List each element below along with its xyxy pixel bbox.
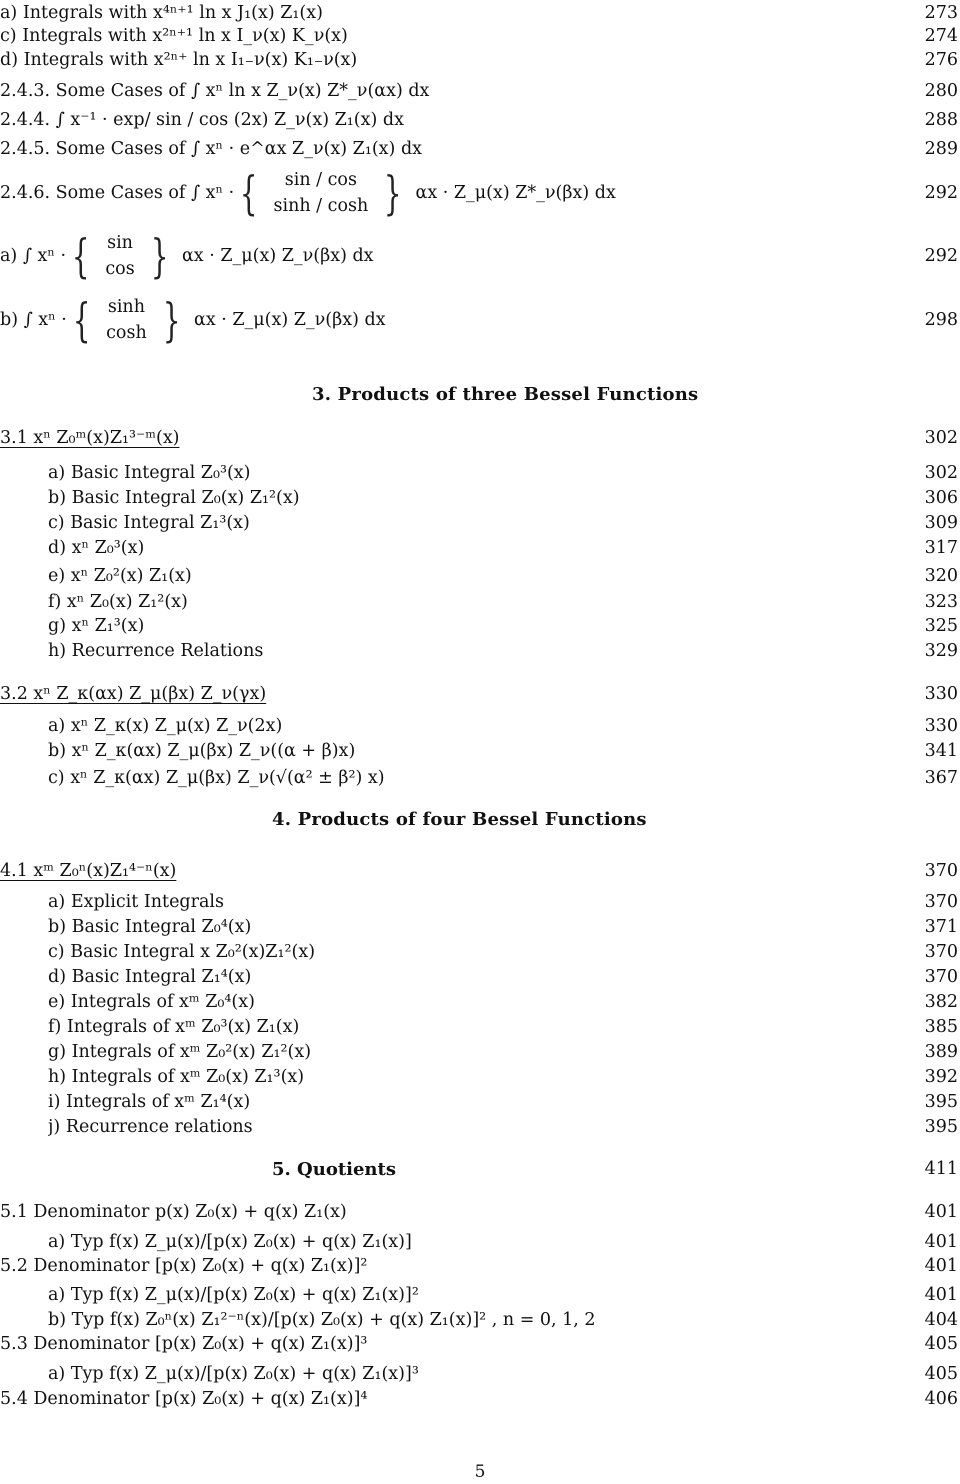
toc-entry-page: 288	[924, 110, 958, 130]
choice-top: sin / cos	[284, 170, 357, 190]
toc-section-title: 3.2 xⁿ Z_κ(αx) Z_μ(βx) Z_ν(γx)	[0, 684, 267, 704]
chapter-heading: 4. Products of four Bessel Functions	[272, 809, 647, 830]
toc-section	[0, 425, 958, 451]
right-brace-icon: }	[162, 293, 181, 347]
left-brace-icon: {	[72, 293, 91, 347]
toc-entry-page: 367	[924, 768, 958, 788]
toc-entry-page: 330	[924, 716, 958, 736]
toc-entry-page: 317	[924, 538, 958, 558]
toc-entry-title: a) Typ f(x) Z_μ(x)/[p(x) Z₀(x) + q(x) Z₁(x)]²	[48, 1285, 419, 1305]
toc-entry	[0, 765, 958, 791]
toc-entry-title: b) Basic Integral Z₀(x) Z₁²(x)	[48, 488, 300, 508]
toc-entry	[0, 460, 958, 486]
toc-entry	[0, 535, 958, 561]
toc-entry	[0, 1229, 958, 1255]
function-choice-stack	[264, 167, 379, 219]
toc-entry-title	[0, 230, 925, 282]
function-choice-stack	[95, 230, 144, 282]
entry-suffix: αx · Z_μ(x) Z_ν(βx) dx	[181, 246, 374, 266]
toc-entry-title: 2.4.3. Some Cases of ∫ xⁿ ln x Z_ν(x) Z*_ν(αx) dx	[0, 81, 430, 101]
toc-entry-title: d) Integrals with x²ⁿ⁺ ln x I₁₋ν(x) K₁₋ν(x)	[0, 50, 358, 70]
toc-entry-page: 302	[924, 428, 958, 448]
toc-entry-page: 306	[924, 488, 958, 508]
toc-entry-page: 406	[924, 1389, 958, 1409]
toc-entry	[0, 1361, 958, 1387]
toc-entry	[0, 136, 958, 162]
toc-entry-page: 370	[924, 861, 958, 881]
left-brace-icon: {	[240, 166, 258, 220]
toc-entry-page: 401	[924, 1232, 958, 1252]
toc-entry-page: 292	[924, 246, 958, 266]
choice-top: sin	[107, 233, 133, 253]
toc-entry-page: 401	[924, 1285, 958, 1305]
toc-entry	[0, 964, 958, 990]
toc-entry-title: 5.4 Denominator [p(x) Z₀(x) + q(x) Z₁(x)]⁴	[0, 1389, 368, 1409]
toc-entry-title: h) Recurrence Relations	[48, 641, 264, 661]
toc-entry-page: 330	[924, 684, 958, 704]
toc-entry	[0, 78, 958, 104]
toc-entry-page: 289	[924, 139, 958, 159]
toc-entry-page: 385	[924, 1017, 958, 1037]
entry-suffix: αx · Z_μ(x) Z_ν(βx) dx	[194, 310, 386, 330]
toc-entry	[0, 1039, 958, 1065]
toc-entry-page: 292	[924, 183, 958, 203]
function-choice-stack	[96, 294, 157, 346]
page-number: 5	[474, 1462, 486, 1482]
toc-entry-title: a) Basic Integral Z₀³(x)	[48, 463, 251, 483]
toc-entry-title: g) Integrals of xᵐ Z₀²(x) Z₁²(x)	[48, 1042, 312, 1062]
toc-entry-page: 329	[924, 641, 958, 661]
toc-entry	[0, 510, 958, 536]
toc-entry-title: 2.4.5. Some Cases of ∫ xⁿ · e^αx Z_ν(x) Z₁(x) dx	[0, 139, 423, 159]
entry-prefix: a) ∫ xⁿ ·	[0, 246, 67, 266]
toc-entry-page: 371	[924, 917, 958, 937]
toc-entry-title: 2.4.4. ∫ x⁻¹ · exp/ sin / cos (2x) Z_ν(x) Z₁(x) dx	[0, 110, 404, 130]
toc-entry-title: c) Basic Integral Z₁³(x)	[48, 513, 250, 533]
toc-entry-title: c) Integrals with x²ⁿ⁺¹ ln x I_ν(x) K_ν(x)	[0, 26, 348, 46]
toc-entry-brace	[0, 229, 958, 283]
toc-entry-title: a) Typ f(x) Z_μ(x)/[p(x) Z₀(x) + q(x) Z₁(x)]³	[48, 1364, 419, 1384]
left-brace-icon: {	[71, 229, 90, 283]
toc-section	[0, 858, 958, 884]
toc-entry-page: 341	[924, 741, 958, 761]
toc-entry	[0, 1199, 958, 1225]
toc-entry-title: b) Typ f(x) Z₀ⁿ(x) Z₁²⁻ⁿ(x)/[p(x) Z₀(x) + q(x) Z₁(x)]² , n = 0, 1, 2	[48, 1310, 596, 1330]
toc-entry-page: 298	[924, 310, 958, 330]
toc-section-title: 4.1 xᵐ Z₀ⁿ(x)Z₁⁴⁻ⁿ(x)	[0, 861, 177, 881]
toc-entry	[0, 1386, 958, 1412]
toc-entry-title	[0, 167, 925, 219]
toc-entry	[0, 1331, 958, 1357]
toc-entry-title: d) Basic Integral Z₁⁴(x)	[48, 967, 252, 987]
toc-entry-page: 370	[924, 967, 958, 987]
toc-entry-title: a) Typ f(x) Z_μ(x)/[p(x) Z₀(x) + q(x) Z₁(x)]	[48, 1232, 412, 1252]
choice-top: sinh	[107, 297, 145, 317]
toc-entry-page: 323	[924, 592, 958, 612]
toc-entry-page: 370	[924, 892, 958, 912]
toc-entry-title: d) xⁿ Z₀³(x)	[48, 538, 145, 558]
toc-entry	[0, 939, 958, 965]
toc-entry-title: e) Integrals of xᵐ Z₀⁴(x)	[48, 992, 255, 1012]
toc-entry-page: 273	[924, 3, 958, 23]
toc-entry-page: 276	[924, 50, 958, 70]
toc-entry-page: 309	[924, 513, 958, 533]
toc-entry-title: a) xⁿ Z_κ(x) Z_μ(x) Z_ν(2x)	[48, 716, 283, 736]
toc-entry-page: 405	[924, 1364, 958, 1384]
toc-entry	[0, 47, 958, 73]
toc-entry-page: 392	[924, 1067, 958, 1087]
toc-entry	[0, 1253, 958, 1279]
toc-entry-brace	[0, 166, 958, 220]
toc-entry	[0, 989, 958, 1015]
toc-section	[0, 681, 958, 707]
toc-entry-page: 370	[924, 942, 958, 962]
chapter-heading-row	[0, 1156, 958, 1182]
toc-entry-title: e) xⁿ Z₀²(x) Z₁(x)	[48, 566, 192, 586]
toc-entry	[0, 713, 958, 739]
chapter-heading: 5. Quotients	[272, 1158, 396, 1180]
toc-entry-page: 389	[924, 1042, 958, 1062]
choice-bottom: cos	[105, 259, 135, 279]
entry-prefix: b) ∫ xⁿ ·	[0, 310, 67, 330]
toc-entry-title: f) Integrals of xᵐ Z₀³(x) Z₁(x)	[48, 1017, 300, 1037]
toc-entry-title: h) Integrals of xᵐ Z₀(x) Z₁³(x)	[48, 1067, 305, 1087]
toc-entry-title: i) Integrals of xᵐ Z₁⁴(x)	[48, 1092, 251, 1112]
entry-prefix: 2.4.6. Some Cases of ∫ xⁿ ·	[0, 183, 235, 203]
toc-section-title: 3.1 xⁿ Z₀ᵐ(x)Z₁³⁻ᵐ(x)	[0, 428, 180, 448]
toc-entry	[0, 1089, 958, 1115]
toc-entry-page: 395	[924, 1117, 958, 1137]
toc-entry-page: 395	[924, 1092, 958, 1112]
toc-entry-title: a) Integrals with x⁴ⁿ⁺¹ ln x J₁(x) Z₁(x)	[0, 3, 323, 23]
toc-entry	[0, 638, 958, 664]
toc-entry-title: b) Basic Integral Z₀⁴(x)	[48, 917, 252, 937]
toc-entry-title: f) xⁿ Z₀(x) Z₁²(x)	[48, 592, 188, 612]
toc-entry-page: 325	[924, 616, 958, 636]
toc-entry-title: b) xⁿ Z_κ(αx) Z_μ(βx) Z_ν((α + β)x)	[48, 741, 356, 761]
toc-entry	[0, 107, 958, 133]
toc-entry	[0, 1307, 958, 1333]
toc-entry	[0, 1064, 958, 1090]
toc-entry-page: 302	[924, 463, 958, 483]
entry-suffix: αx · Z_μ(x) Z*_ν(βx) dx	[415, 183, 616, 203]
toc-entry-title: 5.3 Denominator [p(x) Z₀(x) + q(x) Z₁(x)]³	[0, 1334, 368, 1354]
toc-entry-page: 274	[924, 26, 958, 46]
chapter-heading: 3. Products of three Bessel Functions	[312, 384, 699, 405]
toc-entry-page: 401	[924, 1256, 958, 1276]
toc-entry-page: 401	[924, 1202, 958, 1222]
toc-entry	[0, 914, 958, 940]
choice-bottom: sinh / cosh	[273, 196, 369, 216]
toc-entry-title: a) Explicit Integrals	[48, 892, 225, 912]
toc-entry-page: 404	[924, 1310, 958, 1330]
choice-bottom: cosh	[106, 323, 147, 343]
toc-entry	[0, 1014, 958, 1040]
toc-entry	[0, 738, 958, 764]
toc-entry-page: 411	[924, 1159, 958, 1179]
toc-entry-title: c) Basic Integral x Z₀²(x)Z₁²(x)	[48, 942, 316, 962]
toc-entry-title: 5.1 Denominator p(x) Z₀(x) + q(x) Z₁(x)	[0, 1202, 347, 1222]
toc-entry-title: g) xⁿ Z₁³(x)	[48, 616, 145, 636]
toc-entry	[0, 485, 958, 511]
toc-entry-title: 5.2 Denominator [p(x) Z₀(x) + q(x) Z₁(x)]²	[0, 1256, 368, 1276]
toc-entry-title: j) Recurrence relations	[48, 1117, 253, 1137]
toc-entry	[0, 613, 958, 639]
toc-entry-page: 320	[924, 566, 958, 586]
toc-entry-page: 382	[924, 992, 958, 1012]
toc-entry-page: 280	[924, 81, 958, 101]
toc-entry	[0, 563, 958, 589]
toc-entry	[0, 1282, 958, 1308]
right-brace-icon: }	[384, 166, 402, 220]
toc-entry	[0, 23, 958, 49]
toc-entry	[0, 1114, 958, 1140]
toc-entry-title	[0, 294, 925, 346]
toc-entry-page: 405	[924, 1334, 958, 1354]
right-brace-icon: }	[150, 229, 169, 283]
toc-entry	[0, 589, 958, 615]
toc-entry-brace	[0, 293, 958, 347]
toc-entry-title: c) xⁿ Z_κ(αx) Z_μ(βx) Z_ν(√(α² ± β²) x)	[48, 768, 385, 788]
toc-entry	[0, 889, 958, 915]
